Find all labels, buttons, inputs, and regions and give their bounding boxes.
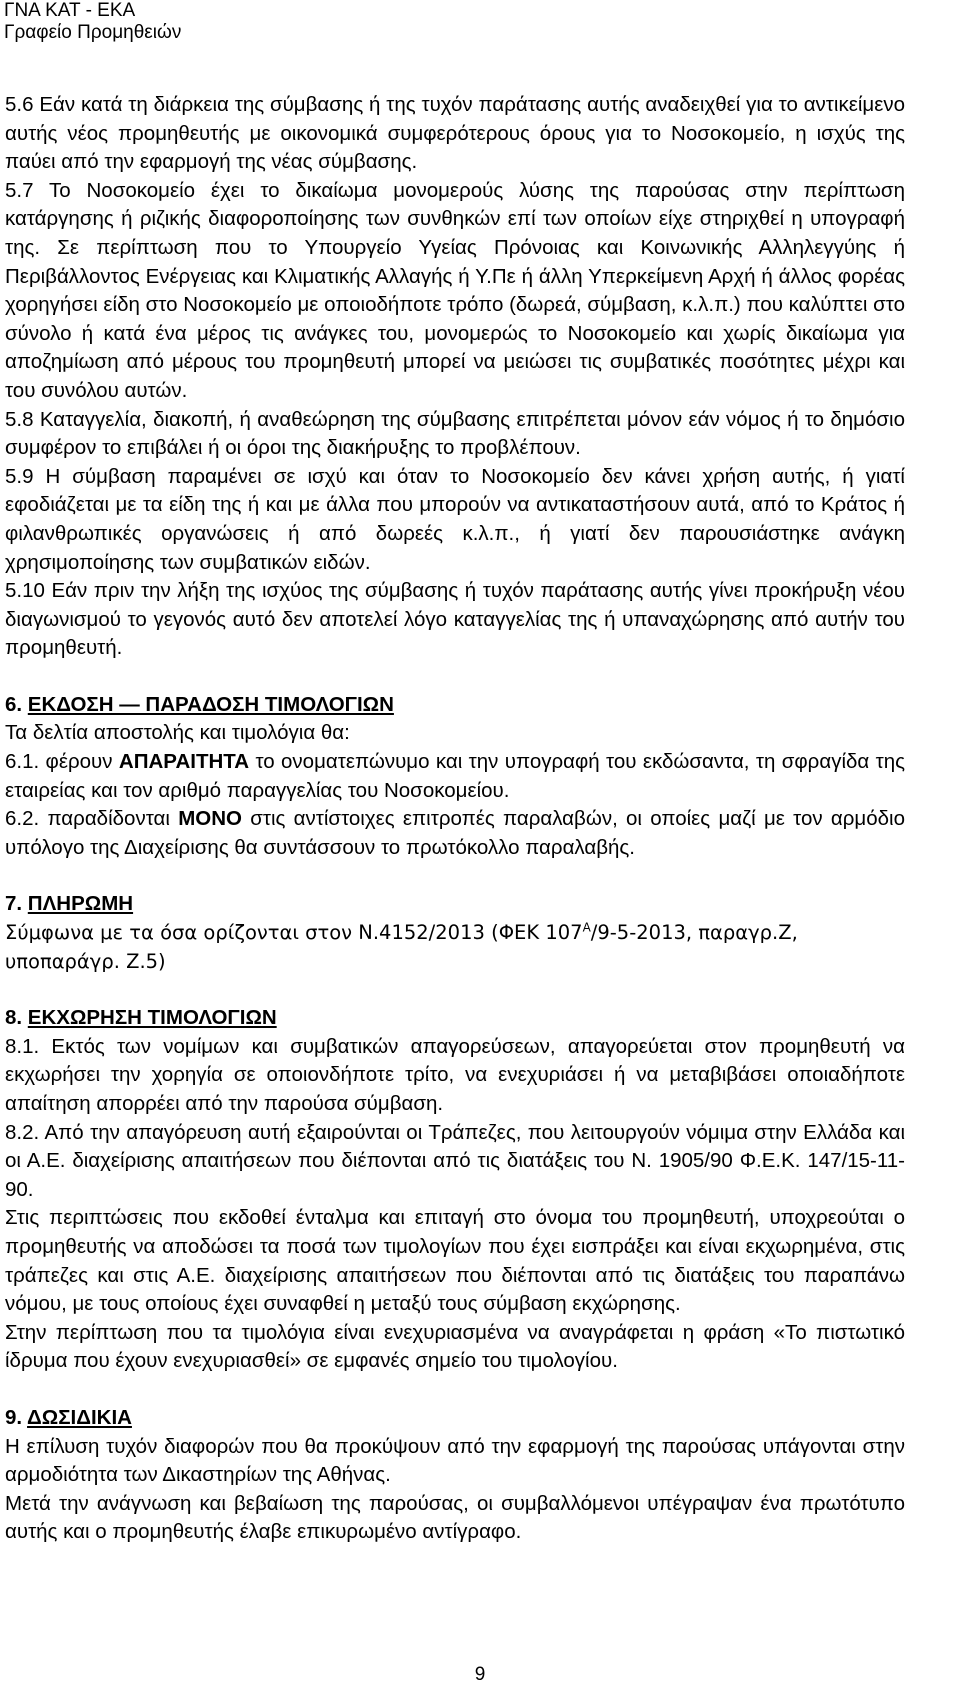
paragraph-9-2: Μετά την ανάγνωση και βεβαίωση της παρούσας, οι συμβαλλόμενοι υπέγραψαν ένα πρωτότυπο αυτής και ο προμηθευτής έλαβε επικυρωμένο αντίγραφο. [5, 1491, 905, 1544]
item-6-2 [5, 805, 905, 862]
paragraph-5-8: 5.8 Καταγγελία, διακοπή, ή αναθεώρηση της σύμβασης επιτρέπεται μόνον εάν νόμος ή το δημόσιο συμφέρον το επιβάλει ή οι όροι της διακήρυξης το προβλέπουν. [5, 407, 905, 460]
paragraph-5-9: 5.9 Η σύμβαση παραμένει σε ισχύ και όταν το Νοσοκομείο δεν κάνει χρήση αυτής, ή γιατί εφοδιάζεται με τα είδη της ή και με άλλα που μπορούν να αντικαταστήσουν αυτά, από το Κράτος ή φιλανθρωπικές οργανώσεις ή από δωρεές κ.λ.π., ή γιατί δεν παρουσιάστηκε ανάγκη χρησιμοποίησης των συμβατικών ειδών. [5, 464, 905, 574]
section-7-heading [5, 890, 905, 919]
section-7-superscript: Α [582, 920, 591, 935]
section-8-title: ΕΚΧΩΡΗΣΗ ΤΙΜΟΛΟΓΙΩΝ [27, 1006, 277, 1030]
section-9-number: 9. [5, 1405, 28, 1429]
item-6-1-emphasis: ΑΠΑΡΑΙΤΗΤΑ [118, 750, 250, 774]
paragraph-9-1: Η επίλυση τυχόν διαφορών που θα προκύψουν από την εφαρμογή της παρούσας υπάγονται στην αρμοδιότητα των Δικαστηρίων της Αθήνας. [5, 1434, 905, 1487]
section-6-title: ΕΚΔΟΣΗ — ΠΑΡΑΔΟΣΗ ΤΙΜΟΛΟΓΙΩΝ [27, 692, 394, 716]
item-6-2-emphasis: ΜΟΝΟ [178, 807, 242, 831]
section-7-text-pre: Σύμφωνα με τα όσα ορίζονται στον Ν.4152/2013 (ΦΕΚ 107 [5, 921, 583, 945]
item-6-1 [5, 748, 905, 805]
paragraph-8-1: 8.1. Εκτός των νομίμων και συμβατικών απαγορεύσεων, απαγορεύεται στον προμηθευτή να εκχωρήσει την χορηγία σε οποιονδήποτε τρίτο, να ενεχυριάσει ή να μεταβιβάσει οποιαδήποτε απαίτηση απορρέει από την παρούσα σύμβαση. [5, 1034, 905, 1115]
section-6-number: 6. [5, 692, 28, 716]
section-6-heading [5, 691, 905, 720]
paragraph-5-10: 5.10 Εάν πριν την λήξη της ισχύος της σύμβασης ή τυχόν παράτασης αυτής γίνει προκήρυξη νέου διαγωνισμού το γεγονός αυτό δεν αποτελεί λόγο καταγγελίας της ή υπαναχώρησης από αυτήν του προμηθευτή. [5, 579, 905, 660]
paragraph-5-6: 5.6 Εάν κατά τη διάρκεια της σύμβασης ή της τυχόν παράτασης αυτής αναδειχθεί για το αντικείμενο αυτής νέος προμηθευτής με οικονομικά συμφερότερους όρους για το Νοσοκομείο, η ισχύς της παύει από την εφαρμογή της νέας σύμβασης. [5, 93, 905, 174]
section-7-number: 7. [5, 892, 28, 916]
item-6-2-text: στις αντίστοιχες επιτροπές παραλαβών, οι οποίες μαζί με τον αρμόδιο υπόλογο της Διαχείρισης θα συντάσσουν το πρωτόκολλο παραλαβής. [5, 807, 905, 859]
item-6-2-prefix: 6.2. παραδίδονται [5, 807, 179, 831]
section-7-text [5, 919, 905, 976]
item-6-1-prefix: 6.1. φέρουν [5, 750, 119, 774]
section-9-title: ΔΩΣΙΔΙΚΙΑ [27, 1405, 132, 1429]
section-8-heading [5, 1004, 905, 1033]
page-header [4, 0, 181, 44]
section-6-intro: Τα δελτία αποστολής και τιμολόγια θα: [5, 721, 350, 745]
section-7-text-post: /9-5-2013, παραγρ.Ζ, υποπαράγρ. Ζ.5) [5, 921, 798, 973]
item-6-1-text: το ονοματεπώνυμο και την υπογραφή του εκδώσαντα, τη σφραγίδα της εταιρείας και τον αριθμό παραγγελίας του Νοσοκομείου. [5, 750, 905, 802]
paragraph-8-4: Στην περίπτωση που τα τιμολόγια είναι ενεχυριασμένα να αναγράφεται η φράση «Το πιστωτικό ίδρυμα που έχουν ενεχυριασθεί» σε εμφανές σημείο του τιμολογίου. [5, 1320, 905, 1373]
header-department: Γραφείο Προμηθειών [4, 22, 182, 43]
section-8-number: 8. [5, 1006, 28, 1030]
paragraph-5-7: 5.7 Το Νοσοκομείο έχει το δικαίωμα μονομερούς λύσης της παρούσας στην περίπτωση κατάργησης ή ριζικής διαφοροποίησης των συνθηκών επί των οποίων είχε στηριχθεί η υπογραφή της. Σε περίπτωση που το Υπουργείο Υγείας Πρόνοιας και Κοινωνικής Αλληλεγγύης ή Περιβάλλοντος Ενέργειας και Κλιματικής Αλλαγής ή Υ.Πε ή άλλη Υπερκείμενη Αρχή ή άλλος φορέας χορηγήσει είδη στο Νοσοκομείο με οποιοδήποτε τρόπο (δωρεά, σύμβαση, κ.λ.π.) που καλύπτει στο σύνολο ή κατά ένα μέρος τις ανάγκες του, μονομερώς το Νοσοκομείο και χωρίς δικαίωμα για αποζημίωση από μέρους του προμηθευτή μπορεί να μειώσει τις συμβατικές ποσότητες μέχρι και του συνόλου αυτών. [5, 178, 905, 402]
page-number: 9 [474, 1664, 486, 1685]
paragraph-8-3: Στις περιπτώσεις που εκδοθεί ένταλμα και επιταγή στο όνομα του προμηθευτή, υποχρεούται ο προμηθευτής να αποδώσει τα ποσά των τιμολογίων που έχει εισπράξει και είναι εκχωρημένα, στις τράπεζες και στις Α.Ε. διαχείρισης απαιτήσεων που διέπονται από τις διατάξεις του παραπάνω νόμου, με τους οποίους έχει συναφθεί η μεταξύ τους σύμβαση εκχώρησης. [5, 1206, 905, 1316]
paragraph-8-2: 8.2. Από την απαγόρευση αυτή εξαιρούνται οι Τράπεζες, που λειτουργούν νόμιμα στην Ελλάδα και οι Α.Ε. διαχείρισης απαιτήσεων που διέπονται από τις διατάξεις του Ν. 1905/90 Φ.Ε.Κ. 147/15-11-90. [5, 1120, 905, 1201]
document-body [5, 91, 905, 1547]
header-organization: ΓΝΑ ΚΑΤ - ΕΚΑ [4, 0, 136, 21]
section-9-heading [5, 1404, 905, 1433]
section-7-title: ΠΛΗΡΩΜΗ [27, 892, 134, 916]
